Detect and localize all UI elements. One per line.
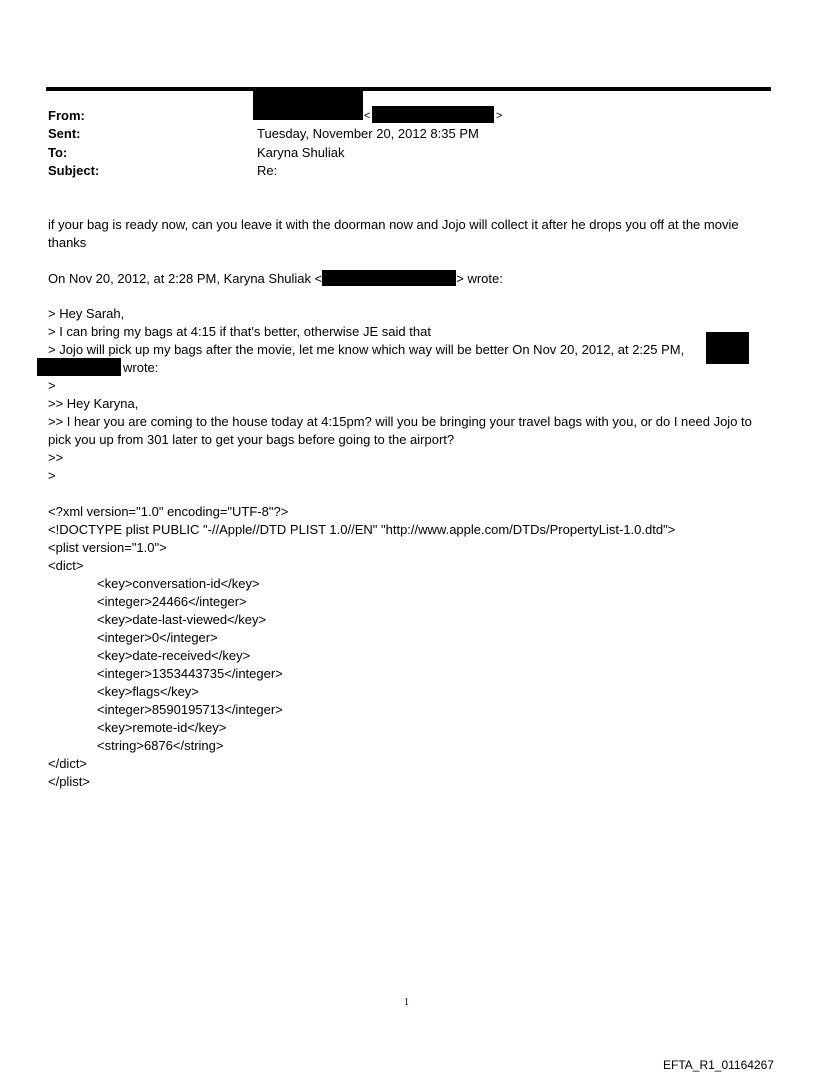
xml-line: <?xml version="1.0" encoding="UTF-8"?> [48, 504, 289, 519]
xml-line: <!DOCTYPE plist PUBLIC "-//Apple//DTD PLIST 1.0//EN" "http://www.apple.com/DTDs/PropertyList-1.0.dtd"> [48, 522, 676, 537]
quoted-line: > Hey Sarah, [48, 306, 125, 321]
quoted-line: > Jojo will pick up my bags after the movie, let me know which way will be better On Nov 20, 2012, at 2:25 PM, [48, 342, 685, 357]
from-gt: > [496, 110, 503, 122]
page-number: 1 [404, 997, 409, 1008]
xml-line: <key>date-last-viewed</key> [97, 612, 267, 627]
quote-intro-suffix: > wrote: [456, 271, 503, 286]
header-rule [46, 87, 771, 91]
subject-label: Subject: [48, 163, 100, 178]
quoted-line: > I can bring my bags at 4:15 if that's better, otherwise JE said that [48, 324, 431, 339]
xml-line: <integer>0</integer> [97, 630, 218, 645]
quoted-line: wrote: [123, 360, 159, 375]
quote-intro [48, 270, 503, 288]
xml-line: <key>date-received</key> [97, 648, 251, 663]
message-body: if your bag is ready now, can you leave it with the doorman now and Jojo will collect it after he drops you off at the movie thanks [48, 217, 739, 250]
quoted-line: >> I hear you are coming to the house today at 4:15pm? will you be bringing your travel bags with you, or do I need Jojo to pick you up from 301 later to get your bags before going to the airport? [48, 414, 752, 447]
quoted-line: >> [48, 450, 64, 465]
xml-line: <dict> [48, 558, 84, 573]
from-lt: < [364, 110, 371, 122]
redaction-quote-sender-cont [37, 358, 121, 376]
quote-intro-prefix: On Nov 20, 2012, at 2:28 PM, Karyna Shuliak < [48, 271, 323, 286]
redaction-from-email [372, 106, 494, 123]
redaction-quote-sender [706, 332, 749, 364]
sent-value: Tuesday, November 20, 2012 8:35 PM [257, 126, 479, 141]
xml-line: <key>remote-id</key> [97, 720, 227, 735]
xml-line: </plist> [48, 774, 90, 789]
to-label: To: [48, 145, 68, 160]
subject-value: Re: [257, 163, 278, 178]
xml-line: <string>6876</string> [97, 738, 224, 753]
bates-number: EFTA_R1_01164267 [663, 1058, 774, 1072]
xml-line: <integer>24466</integer> [97, 594, 247, 609]
from-label: From: [48, 108, 85, 123]
quoted-line: > [48, 378, 56, 393]
quoted-line: > [48, 468, 56, 483]
redaction-quote-email [322, 270, 456, 286]
xml-line: <key>conversation-id</key> [97, 576, 260, 591]
xml-line: <key>flags</key> [97, 684, 199, 699]
xml-line: <plist version="1.0"> [48, 540, 167, 555]
xml-line: <integer>8590195713</integer> [97, 702, 283, 717]
quoted-line: >> Hey Karyna, [48, 396, 139, 411]
xml-line: <integer>1353443735</integer> [97, 666, 283, 681]
redaction-from-name [253, 90, 363, 120]
sent-label: Sent: [48, 126, 81, 141]
to-value: Karyna Shuliak [257, 145, 345, 160]
xml-line: </dict> [48, 756, 88, 771]
